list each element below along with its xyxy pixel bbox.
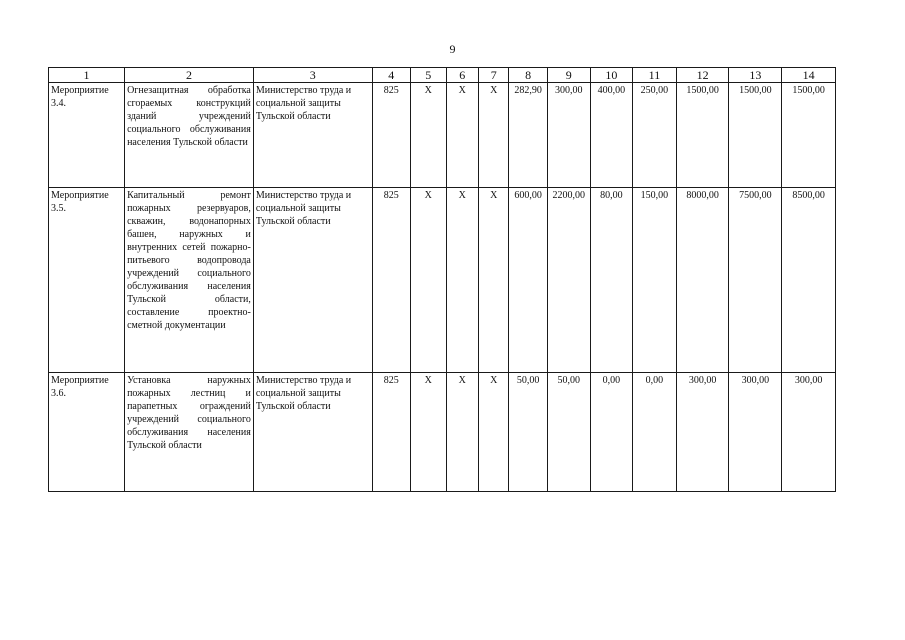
cell-col-11: 150,00 [633, 188, 677, 373]
responsible-executor: Министерство труда и социальной защиты Тульской области [253, 373, 372, 492]
column-header: 2 [125, 68, 254, 83]
cell-col-5: X [411, 188, 446, 373]
cell-col-6: X [446, 373, 478, 492]
measure-name: Мероприятие 3.4. [49, 83, 125, 188]
column-header: 11 [633, 68, 677, 83]
measure-name: Мероприятие 3.6. [49, 373, 125, 492]
cell-col-13: 300,00 [729, 373, 782, 492]
cell-col-10: 400,00 [590, 83, 633, 188]
cell-col-4: 825 [372, 83, 411, 188]
cell-col-11: 0,00 [633, 373, 677, 492]
column-header: 13 [729, 68, 782, 83]
cell-col-11: 250,00 [633, 83, 677, 188]
cell-col-7: X [478, 373, 508, 492]
measure-description: Капитальный ремонт пожарных резервуаров, скважин, водонапорных башен, наружных и внутренних сетей пожарно-питьевого водопровода учреждений социального обслуживания населения Тульской области, составление проектно-сметной документации [125, 188, 254, 373]
column-header: 5 [411, 68, 446, 83]
column-header: 7 [478, 68, 508, 83]
cell-col-9: 2200,00 [547, 188, 590, 373]
cell-col-4: 825 [372, 188, 411, 373]
responsible-executor: Министерство труда и социальной защиты Тульской области [253, 83, 372, 188]
cell-col-13: 7500,00 [729, 188, 782, 373]
cell-col-6: X [446, 83, 478, 188]
cell-col-5: X [411, 83, 446, 188]
table-row [49, 83, 836, 188]
column-header: 12 [676, 68, 729, 83]
measure-description: Установка наружных пожарных лестниц и парапетных ограждений учреждений социального обслуживания населения Тульской области [125, 373, 254, 492]
cell-col-7: X [478, 188, 508, 373]
cell-col-9: 300,00 [547, 83, 590, 188]
cell-col-12: 300,00 [676, 373, 729, 492]
column-header: 14 [782, 68, 836, 83]
cell-col-4: 825 [372, 373, 411, 492]
cell-col-14: 300,00 [782, 373, 836, 492]
cell-col-8: 282,90 [509, 83, 548, 188]
cell-col-14: 8500,00 [782, 188, 836, 373]
cell-col-12: 1500,00 [676, 83, 729, 188]
cell-col-9: 50,00 [547, 373, 590, 492]
cell-col-7: X [478, 83, 508, 188]
cell-col-13: 1500,00 [729, 83, 782, 188]
column-header: 3 [253, 68, 372, 83]
cell-col-8: 50,00 [509, 373, 548, 492]
responsible-executor: Министерство труда и социальной защиты Тульской области [253, 188, 372, 373]
page-number: 9 [449, 42, 456, 56]
cell-col-8: 600,00 [509, 188, 548, 373]
measures-table [48, 67, 836, 492]
column-header: 1 [49, 68, 125, 83]
cell-col-14: 1500,00 [782, 83, 836, 188]
cell-col-6: X [446, 188, 478, 373]
column-header: 4 [372, 68, 411, 83]
column-header: 8 [509, 68, 548, 83]
cell-col-12: 8000,00 [676, 188, 729, 373]
column-header: 9 [547, 68, 590, 83]
column-header: 6 [446, 68, 478, 83]
column-number-row [49, 68, 836, 83]
cell-col-10: 80,00 [590, 188, 633, 373]
cell-col-5: X [411, 373, 446, 492]
measure-name: Мероприятие 3.5. [49, 188, 125, 373]
table-row [49, 373, 836, 492]
cell-col-10: 0,00 [590, 373, 633, 492]
column-header: 10 [590, 68, 633, 83]
table-row [49, 188, 836, 373]
measure-description: Огнезащитная обработка сгораемых конструкций зданий учреждений социального обслуживания населения Тульской области [125, 83, 254, 188]
